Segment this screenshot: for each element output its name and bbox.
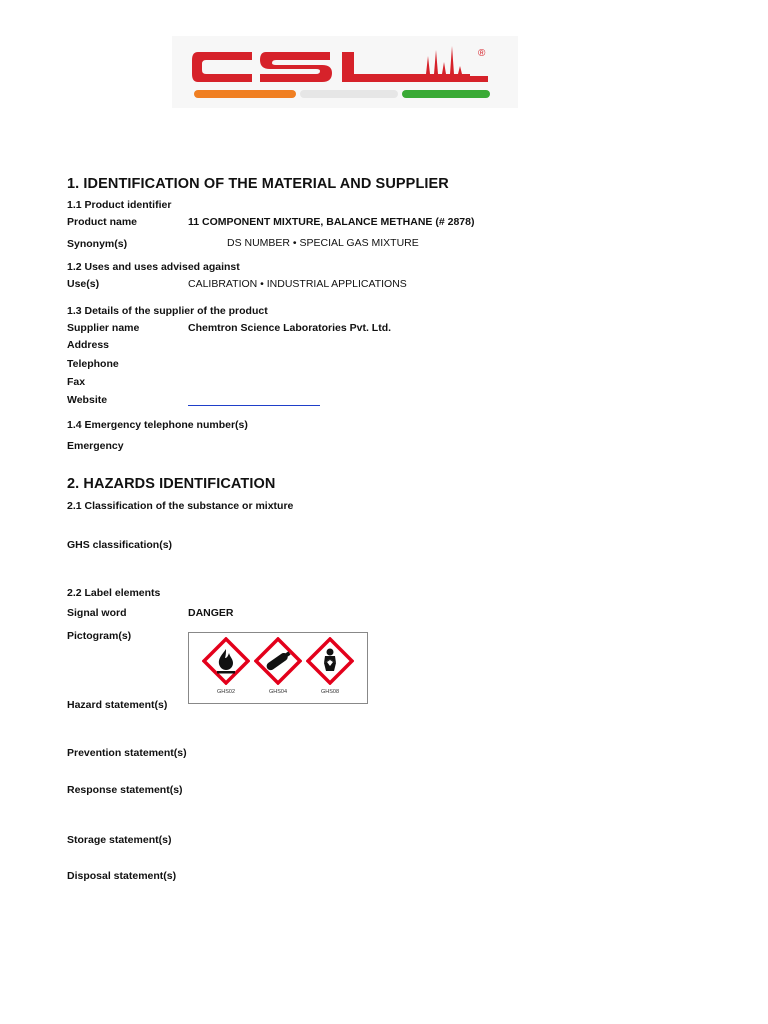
- pictogram-code: GHS08: [320, 689, 340, 695]
- prevention-statements-label: Prevention statement(s): [67, 747, 187, 759]
- csl-logo: [190, 40, 500, 102]
- supplier-name-value: Chemtron Science Laboratories Pvt. Ltd.: [188, 322, 392, 334]
- website-label: Website: [67, 394, 108, 406]
- health-hazard-icon: [306, 637, 354, 685]
- subsection-2-2: 2.2 Label elements: [67, 587, 161, 599]
- response-statements-label: Response statement(s): [67, 784, 183, 796]
- fax-label: Fax: [67, 376, 86, 388]
- subsection-1-3: 1.3 Details of the supplier of the product: [67, 305, 268, 317]
- emergency-label: Emergency: [67, 440, 124, 452]
- disposal-statements-label: Disposal statement(s): [67, 870, 177, 882]
- uses-label: Use(s): [67, 278, 100, 290]
- pictograms-label: Pictogram(s): [67, 630, 132, 642]
- subsection-1-2: 1.2 Uses and uses advised against: [67, 261, 240, 273]
- flame-icon: [202, 637, 250, 685]
- trademark-symbol: ®: [478, 48, 486, 59]
- pictogram-code: GHS02: [216, 689, 236, 695]
- storage-statements-label: Storage statement(s): [67, 834, 172, 846]
- website-link[interactable]: [188, 405, 320, 406]
- pictogram-panel: [188, 632, 368, 704]
- supplier-name-label: Supplier name: [67, 322, 140, 334]
- subsection-1-4: 1.4 Emergency telephone number(s): [67, 419, 248, 431]
- uses-value: CALIBRATION • INDUSTRIAL APPLICATIONS: [188, 278, 407, 290]
- ghs-classification-label: GHS classification(s): [67, 539, 173, 551]
- signal-word-value: DANGER: [188, 607, 234, 619]
- pictogram-code: GHS04: [268, 689, 288, 695]
- product-name-label: Product name: [67, 216, 138, 228]
- gas-cylinder-icon: [254, 637, 302, 685]
- synonyms-label: Synonym(s): [67, 238, 128, 250]
- section-2-heading: 2. HAZARDS IDENTIFICATION: [67, 476, 276, 492]
- signal-word-label: Signal word: [67, 607, 127, 619]
- telephone-label: Telephone: [67, 358, 119, 370]
- subsection-1-1: 1.1 Product identifier: [67, 199, 172, 211]
- synonyms-value: DS NUMBER • SPECIAL GAS MIXTURE: [227, 237, 419, 249]
- section-1-heading: 1. IDENTIFICATION OF THE MATERIAL AND SUPPLIER: [67, 176, 449, 192]
- subsection-2-1: 2.1 Classification of the substance or mixture: [67, 500, 294, 512]
- address-label: Address: [67, 339, 110, 351]
- hazard-statements-label: Hazard statement(s): [67, 699, 168, 711]
- product-name-value: 11 COMPONENT MIXTURE, BALANCE METHANE (# 2878): [188, 216, 475, 228]
